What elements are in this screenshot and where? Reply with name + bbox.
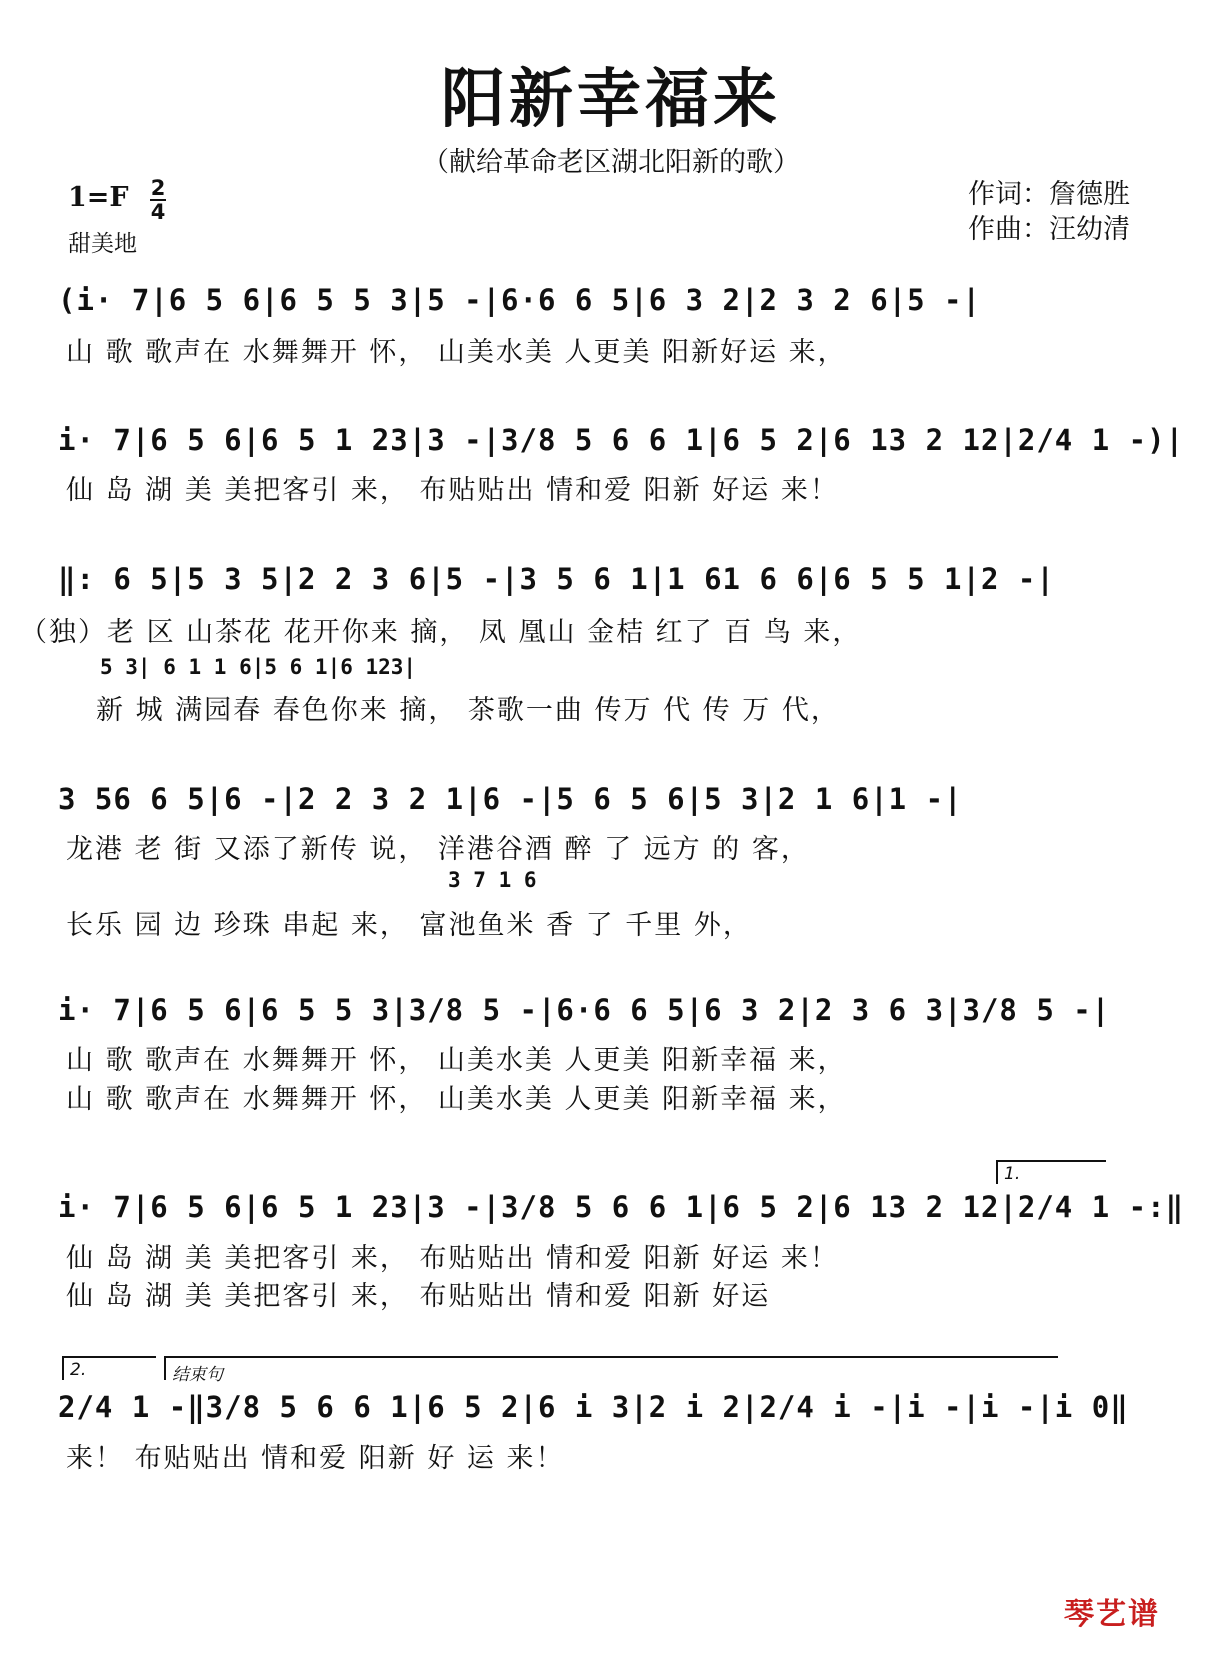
time-signature-top: 2 (150, 176, 166, 200)
song-subtitle: （献给革命老区湖北阳新的歌） (422, 147, 800, 178)
lyric-line: 长乐 园 边 珍珠 串起 来， 富池鱼米 香 了 千里 外， (66, 910, 752, 941)
lyric-line: （独）老 区 山茶花 花开你来 摘， 凤 凰山 金桔 红了 百 鸟 来， (20, 617, 862, 648)
song-title: 阳新幸福来 (441, 62, 781, 137)
time-signature (150, 178, 166, 222)
lyric-line: 龙港 老 街 又添了新传 说， 洋港谷酒 醉 了 远方 的 客， (66, 834, 810, 865)
first-ending-bracket: 1. (996, 1160, 1106, 1184)
lyricist-credit: 作词：詹德胜 (968, 179, 1130, 210)
alternate-notation-line: 3 7 1 6 (448, 868, 537, 892)
alternate-notation-line: 5 3| 6 1 1 6|5 6 1|6 123| (100, 655, 417, 679)
lyric-line: 新 城 满园春 春色你来 摘， 茶歌一曲 传万 代 传 万 代， (96, 695, 840, 726)
lyric-line: 山 歌 歌声在 水舞舞开 怀， 山美水美 人更美 阳新幸福 来， (66, 1084, 847, 1115)
lyric-line: 山 歌 歌声在 水舞舞开 怀， 山美水美 人更美 阳新幸福 来， (66, 1045, 847, 1076)
notation-line: i· 7|6 5 6|6 5 1 23|3 -|3/8 5 6 6 1|6 5 2|6 13 2 12|2/4 1 -)| (58, 423, 1185, 457)
tempo-marking: 甜美地 (68, 231, 137, 257)
notation-line: ‖: 6 5|5 3 5|2 2 3 6|5 -|3 5 6 1|1 61 6 6|6 5 5 1|2 -| (58, 562, 1055, 596)
notation-line: i· 7|6 5 6|6 5 5 3|3/8 5 -|6·6 6 5|6 3 2|2 3 6 3|3/8 5 -| (58, 993, 1111, 1027)
coda-bracket: 结束句 (164, 1356, 1058, 1380)
notation-line: i· 7|6 5 6|6 5 1 23|3 -|3/8 5 6 6 1|6 5 2|6 13 2 12|2/4 1 -:‖ (58, 1190, 1185, 1224)
site-logo: 琴艺谱 (1064, 1597, 1160, 1632)
lyric-line: 仙 岛 湖 美 美把客引 来， 布贴贴出 情和爱 阳新 好运 来！ (66, 475, 839, 506)
key-signature: 1=F (68, 182, 129, 213)
notation-line: (i· 7|6 5 6|6 5 5 3|5 -|6·6 6 5|6 3 2|2 3 2 6|5 -| (58, 283, 981, 317)
lyric-line: 来！ 布贴贴出 情和爱 阳新 好 运 来！ (66, 1443, 565, 1474)
lyric-line: 仙 岛 湖 美 美把客引 来， 布贴贴出 情和爱 阳新 好运 来！ (66, 1243, 839, 1274)
time-signature-bottom: 4 (150, 200, 166, 224)
lyric-line: 仙 岛 湖 美 美把客引 来， 布贴贴出 情和爱 阳新 好运 (66, 1281, 771, 1312)
composer-credit: 作曲：汪幼清 (968, 214, 1130, 245)
notation-line: 2/4 1 -‖3/8 5 6 6 1|6 5 2|6 i 3|2 i 2|2/4 i -|i -|i -|i 0‖ (58, 1390, 1129, 1424)
lyric-line: 山 歌 歌声在 水舞舞开 怀， 山美水美 人更美 阳新好运 来， (66, 337, 847, 368)
notation-line: 3 56 6 5|6 -|2 2 3 2 1|6 -|5 6 5 6|5 3|2 1 6|1 -| (58, 782, 963, 816)
second-ending-bracket: 2. (62, 1356, 156, 1380)
